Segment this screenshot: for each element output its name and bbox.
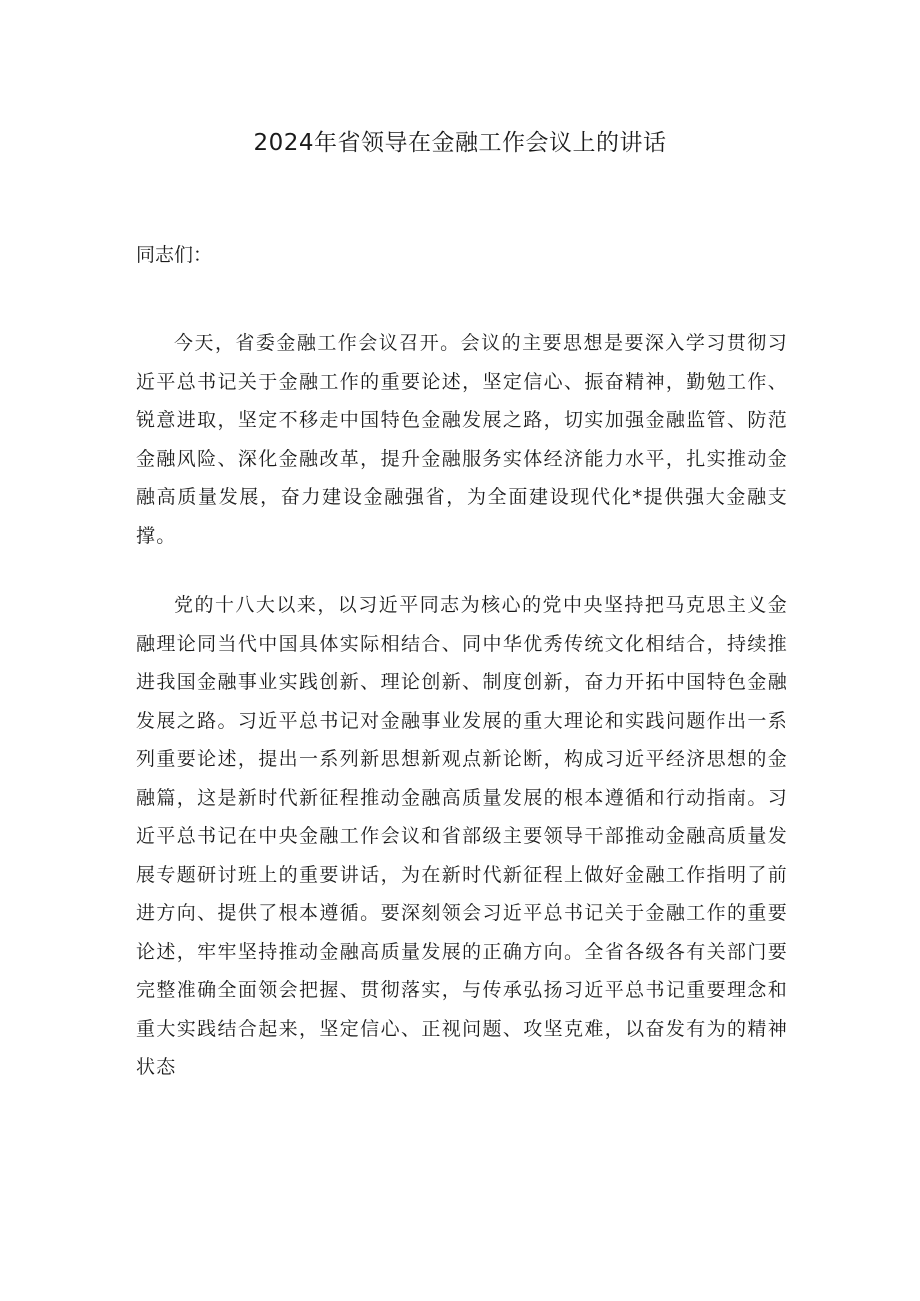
document-title: 2024年省领导在金融工作会议上的讲话 (253, 130, 667, 156)
salutation: 同志们： (136, 244, 213, 266)
paragraph-2: 党的十八大以来，以习近平同志为核心的党中央坚持把马克思主义金融理论同当代中国具体实际相结合、同中华优秀传统文化相结合，持续推进我国金融事业实践创新、理论创新、制度创新，奋力开拓中国特色金融发展之路。习近平总书记对金融事业发展的重大理论和实践问题作出一系列重要论述，提出一系列新思想新观点新论断，构成习近平经济思想的金融篇，这是新时代新征程推动金融高质量发展的根本遵循和行动指南。习近平总书记在中央金融工作会议和省部级主要领导干部推动金融高质量发展专题研讨班上的重要讲话，为在新时代新征程上做好金融工作指明了前进方向、提供了根本遵循。要深刻领会习近平总书记关于金融工作的重要论述，牢牢坚持推动金融高质量发展的正确方向。全省各级各有关部门要完整准确全面领会把握、贯彻落实，与传承弘扬习近平总书记重要理念和重大实践结合起来，坚定信心、正视问题、攻坚克难，以奋发有为的精神状态 (136, 594, 788, 1078)
paragraph-1: 今天，省委金融工作会议召开。会议的主要思想是要深入学习贯彻习近平总书记关于金融工作的重要论述，坚定信心、振奋精神，勤勉工作、锐意进取，坚定不移走中国特色金融发展之路，切实加强金融监管、防范金融风险、深化金融改革，提升金融服务实体经济能力水平，扎实推动金融高质量发展，奋力建设金融强省，为全面建设现代化*提供强大金融支撑。 (136, 332, 788, 547)
